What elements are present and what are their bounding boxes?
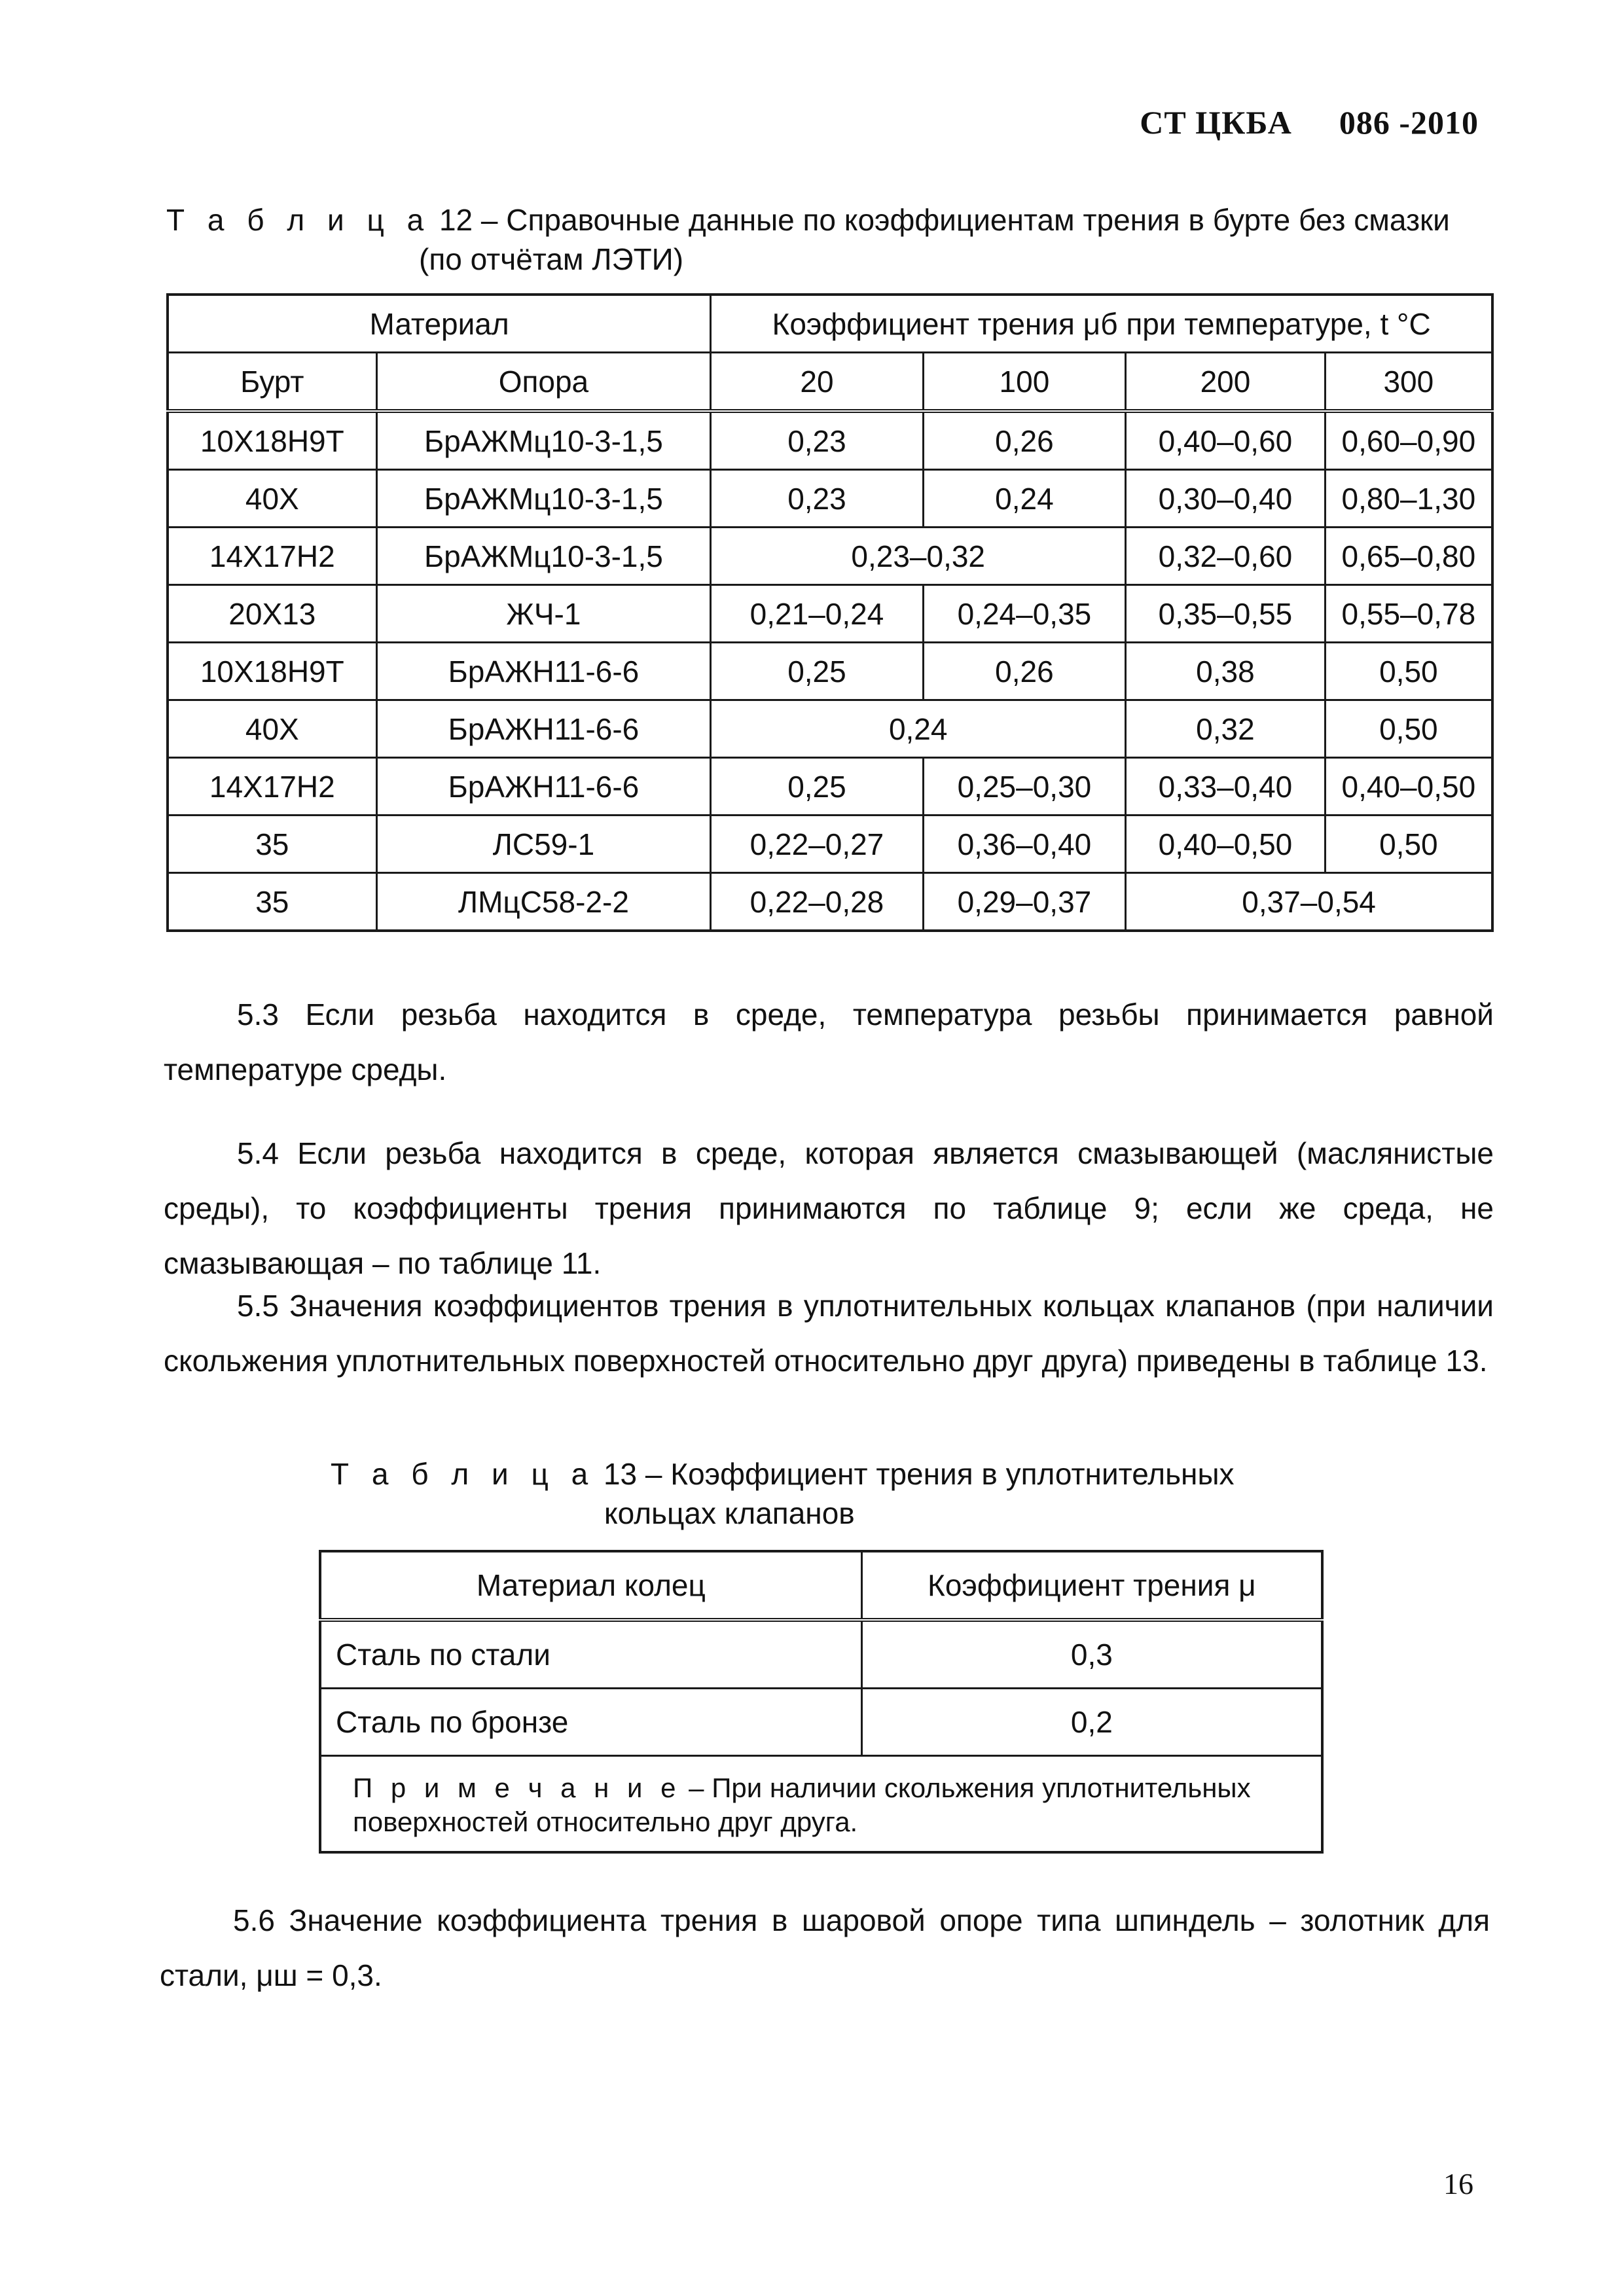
table-cell: 40Х [168,470,376,528]
table13-caption [331,1454,1235,1533]
table-cell: Сталь по стали [320,1620,861,1689]
table-cell: 0,40–0,50 [1325,758,1492,816]
table-row [168,700,1492,758]
table12-header-material: Материал [168,295,711,353]
page-number: 16 [1443,2167,1473,2200]
table12-caption-line2: (по отчётам ЛЭТИ) [419,242,684,276]
table-cell: 0,50 [1325,700,1492,758]
table13-note-text: – При наличии скольжения уплотнительных поверхностей относительно друг друга. [353,1772,1251,1837]
table-cell: 0,25–0,30 [923,758,1126,816]
table-cell: 0,25 [711,758,923,816]
table-cell: 0,26 [923,643,1126,700]
table13-caption-line2: кольцах клапанов [604,1496,855,1530]
table-cell: 10Х18Н9Т [168,643,376,700]
table-cell: ЖЧ-1 [376,585,711,643]
table-row [320,1620,1322,1689]
table12-caption-prefix: Т а б л и ц а [166,203,431,237]
table-cell: 0,23 [711,470,923,528]
table-cell: 0,40–0,50 [1126,816,1326,873]
table12-header-coef: Коэффициент трения μб при температуре, t °C [711,295,1492,353]
table-cell: 0,2 [861,1689,1322,1756]
table-cell: ЛМцС58-2-2 [376,873,711,931]
table-cell: 0,21–0,24 [711,585,923,643]
table13-note [320,1756,1322,1853]
table-cell: 0,24 [711,700,1126,758]
paragraph-5-3: 5.3 Если резьба находится в среде, температура резьбы принимается равной температуре среды. [164,997,1494,1086]
table-cell: 0,60–0,90 [1325,411,1492,470]
table-cell: 35 [168,873,376,931]
paragraph-5-5: 5.5 Значения коэффициентов трения в уплотнительных кольцах клапанов (при наличии скольжения уплотнительных поверхностей относительно друг друга) приведены в таблице 13. [164,1289,1494,1378]
table-cell: 14Х17Н2 [168,528,376,585]
header-org: СТ ЦКБА [1140,104,1292,141]
table13-caption-line1: – Коэффициент трения в уплотнительных [637,1457,1235,1491]
table-cell: 40Х [168,700,376,758]
table12-temp-300: 300 [1325,353,1492,412]
table-cell: 0,65–0,80 [1325,528,1492,585]
table-cell: 0,40–0,60 [1126,411,1326,470]
table-row [168,873,1492,931]
table-row [168,643,1492,700]
table12-temp-200: 200 [1126,353,1326,412]
table13-note-label: П р и м е ч а н и е [353,1772,681,1803]
table-cell: 0,50 [1325,816,1492,873]
table-row [168,816,1492,873]
table-cell: 0,37–0,54 [1126,873,1492,931]
header-number: 086 -2010 [1339,104,1479,141]
table12-temp-100: 100 [923,353,1126,412]
table-row [168,411,1492,470]
table-cell: 0,35–0,55 [1126,585,1326,643]
table-row [168,528,1492,585]
table-cell: 0,25 [711,643,923,700]
table12-caption [166,200,1450,279]
table-cell: Сталь по бронзе [320,1689,861,1756]
table-cell: 0,32–0,60 [1126,528,1326,585]
table-cell: БрАЖМц10-3-1,5 [376,411,711,470]
table-cell: 0,80–1,30 [1325,470,1492,528]
table-cell: 0,36–0,40 [923,816,1126,873]
table-cell: 0,26 [923,411,1126,470]
paragraph-5-4: 5.4 Если резьба находится в среде, которая является смазывающей (маслянистые среды), то коэффициенты трения принимаются по таблице 9; если же среда, не смазывающая – по таблице 11. [164,1136,1494,1280]
table-row [168,585,1492,643]
table-cell: БрАЖМц10-3-1,5 [376,528,711,585]
table-cell: 20Х13 [168,585,376,643]
table-cell: 0,3 [861,1620,1322,1689]
table-row [168,470,1492,528]
table-cell: 0,24–0,35 [923,585,1126,643]
table-cell: 0,24 [923,470,1126,528]
table-cell: 0,22–0,27 [711,816,923,873]
table12-col-support: Опора [376,353,711,412]
table-cell: 0,29–0,37 [923,873,1126,931]
table12-caption-number: 12 [439,203,473,237]
table-cell: ЛС59-1 [376,816,711,873]
table-cell: 0,23–0,32 [711,528,1126,585]
table-cell: БрАЖН11-6-6 [376,700,711,758]
table-cell: 0,33–0,40 [1126,758,1326,816]
table-row [320,1689,1322,1756]
table-cell: БрАЖМц10-3-1,5 [376,470,711,528]
table-cell: 0,55–0,78 [1325,585,1492,643]
table-cell: 0,22–0,28 [711,873,923,931]
table13-header-coef: Коэффициент трения μ [861,1551,1322,1620]
table12-temp-20: 20 [711,353,923,412]
table-cell: БрАЖН11-6-6 [376,758,711,816]
table12-caption-line1: – Справочные данные по коэффициентам трения в бурте без смазки [473,203,1450,237]
table13-header-material: Материал колец [320,1551,861,1620]
table-cell: БрАЖН11-6-6 [376,643,711,700]
table13-caption-prefix: Т а б л и ц а [331,1457,596,1491]
table-cell: 10Х18Н9Т [168,411,376,470]
table13-caption-number: 13 [603,1457,638,1491]
table12 [166,293,1494,932]
table-cell: 0,38 [1126,643,1326,700]
table-cell: 0,50 [1325,643,1492,700]
table-row [168,758,1492,816]
table13 [319,1550,1324,1854]
table-cell: 0,30–0,40 [1126,470,1326,528]
table-cell: 0,23 [711,411,923,470]
table-cell: 0,32 [1126,700,1326,758]
table-cell: 14Х17Н2 [168,758,376,816]
paragraph-5-6: 5.6 Значение коэффициента трения в шаровой опоре типа шпиндель – золотник для стали, μш = 0,3. [160,1903,1490,1992]
document-header [1140,103,1479,141]
table-cell: 35 [168,816,376,873]
table12-col-collar: Бурт [168,353,376,412]
